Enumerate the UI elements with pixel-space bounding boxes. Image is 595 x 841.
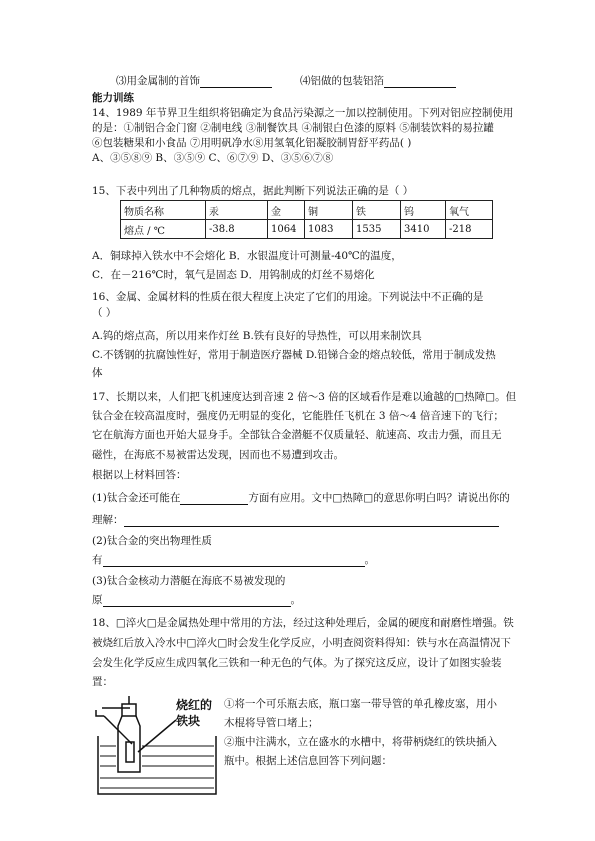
table-cell: 1083 [305, 220, 353, 239]
table-cell: 钨 [401, 201, 446, 220]
inverted-bottle [118, 716, 140, 772]
q17-sub-2-answer: 有 。 [92, 554, 375, 566]
q14-line-1: 14、1989 年节界卫生组织将铝确定为食品污染源之一加以控制使用。下列对铝应控制使用 [92, 107, 514, 119]
table-cell: -38.8 [206, 220, 268, 239]
rubber-stopper [122, 704, 136, 716]
q18-step-2-line-1: ②瓶中注满水，立在盛水的水槽中，将带柄烧红的铁块插入 [224, 736, 497, 748]
q17-line-3: 它在航海方面也开始大显身手。全部钛合金潜艇不仅质量轻、航速高、攻击力强，而且无 [92, 429, 502, 441]
table-cell: 铜 [305, 201, 353, 220]
figure-label [176, 697, 212, 729]
water-lines [100, 746, 214, 788]
q18-line-4: 置： [92, 676, 113, 688]
q16-paren: （ ） [92, 307, 117, 319]
table-cell: 物质名称 [121, 201, 206, 220]
table-header-row [121, 201, 493, 220]
q15-stem: 15、下表中列出了几种物质的熔点，据此判断下列说法正确的是（ ） [92, 185, 414, 197]
label-leader-line [138, 720, 176, 752]
table-cell: 熔点 / ℃ [121, 220, 206, 239]
item-4-foil: ⑷铝做的包装铝箔 [300, 74, 456, 88]
q14-line-2: 的是：①制铝合金门窗 ②制电线 ③制餐饮具 ④制银白色漆的原料 ⑤制装饮料的易拉罐 [92, 122, 494, 134]
q17-line-2: 钛合金在较高温度时，强度仍无明显的变化，它能胜任飞机在 3 倍～4 倍音速下的飞行； [92, 410, 504, 422]
table-cell: -218 [446, 220, 493, 239]
q17-sub-1-answer: 理解： [92, 513, 499, 527]
q17-line-4: 磁性，在海底不易被雷达发现，因而也不易遭到攻击。 [92, 449, 344, 461]
table-row [121, 220, 493, 239]
table-cell: 1064 [268, 220, 305, 239]
q17-sub-2: (2)钛合金的突出物理性质 [92, 535, 212, 547]
q14-line-3: ⑥包装糖果和小食品 ⑦用明矾净水⑧用氢氧化铝凝胶制胃舒平药品( ) [92, 137, 412, 149]
table-cell: 铁 [353, 201, 401, 220]
q14-options: A、③⑤⑧⑨ B、③⑤⑨ C、⑥⑦⑨ D、③⑤⑥⑦⑧ [92, 152, 334, 164]
q18-line-1: 18、□淬火□是金属热处理中常用的方法，经过这种处理后，金属的硬度和耐磨性增强。铁 [92, 617, 514, 629]
q18-step-2-line-2: 瓶中。根据上述信息回答下列问题： [224, 755, 392, 767]
q16-options-ab: A.钨的熔点高，所以用来作灯丝 B.铁有良好的导热性，可以用来制饮具 [92, 330, 422, 342]
figure-label-line-2: 铁块 [176, 714, 201, 728]
q16-options-cd: C.不锈钢的抗腐蚀性好，常用于制造医疗器械 D.铅锑合金的熔点较低，常用于制成发热 [92, 349, 496, 361]
q17-sub-3-answer: 原 。 [92, 594, 301, 606]
table-cell: 1535 [353, 220, 401, 239]
q18-line-3: 会发生化学反应生成四氧化三铁和一种无色的气体。为了探究这反应，设计了如图实验装 [92, 657, 502, 669]
table-cell: 3410 [401, 220, 446, 239]
q15-options-ab: A．铜球掉入铁水中不会熔化 B．水银温度计可测量-40℃的温度， [92, 250, 402, 262]
figure-label-line-1: 烧红的 [176, 698, 213, 712]
table-cell: 汞 [206, 201, 268, 220]
water-trough [98, 736, 216, 794]
melting-point-table [120, 200, 493, 239]
hot-iron-block [126, 742, 134, 762]
q17-instruction: 根据以上材料回答： [92, 469, 187, 481]
q17-sub-1: (1)钛合金还可能在 方面有应用。文中□热障□的意思你明白吗？请说出你的 [92, 492, 510, 504]
table-cell: 氧气 [446, 201, 493, 220]
q18-step-1-line-2: 木棍将导管口堵上； [224, 717, 319, 729]
item-3-jewelry: ⑶用金属制的首饰 [116, 74, 272, 88]
q18-step-1-line-1: ①将一个可乐瓶去底，瓶口塞一带导管的单孔橡皮塞，用小 [224, 698, 497, 710]
section-heading: 能力训练 [92, 92, 134, 104]
q15-options-cd: C．在－216℃时，氧气是固态 D．用钨制成的灯丝不易熔化 [92, 269, 375, 281]
q18-line-2: 被烧红后放入冷水中□淬火□时会发生化学反应，小明查阅资料得知：铁与水在高温情况下 [92, 637, 511, 649]
q16-stem: 16、金属、金属材料的性质在很大程度上决定了它们的用途。下列说法中不正确的是 [92, 291, 484, 303]
table-cell: 金 [268, 201, 305, 220]
q16-continuation: 体 [92, 367, 103, 379]
q17-sub-3: (3)钛合金核动力潜艇在海底不易被发现的 [92, 575, 286, 587]
iron-handle [96, 710, 104, 716]
q17-line-1: 17、长期以来，人们把飞机速度达到音速 2 倍～3 倍的区域看作是难以逾越的□热障□。但 [92, 391, 517, 403]
